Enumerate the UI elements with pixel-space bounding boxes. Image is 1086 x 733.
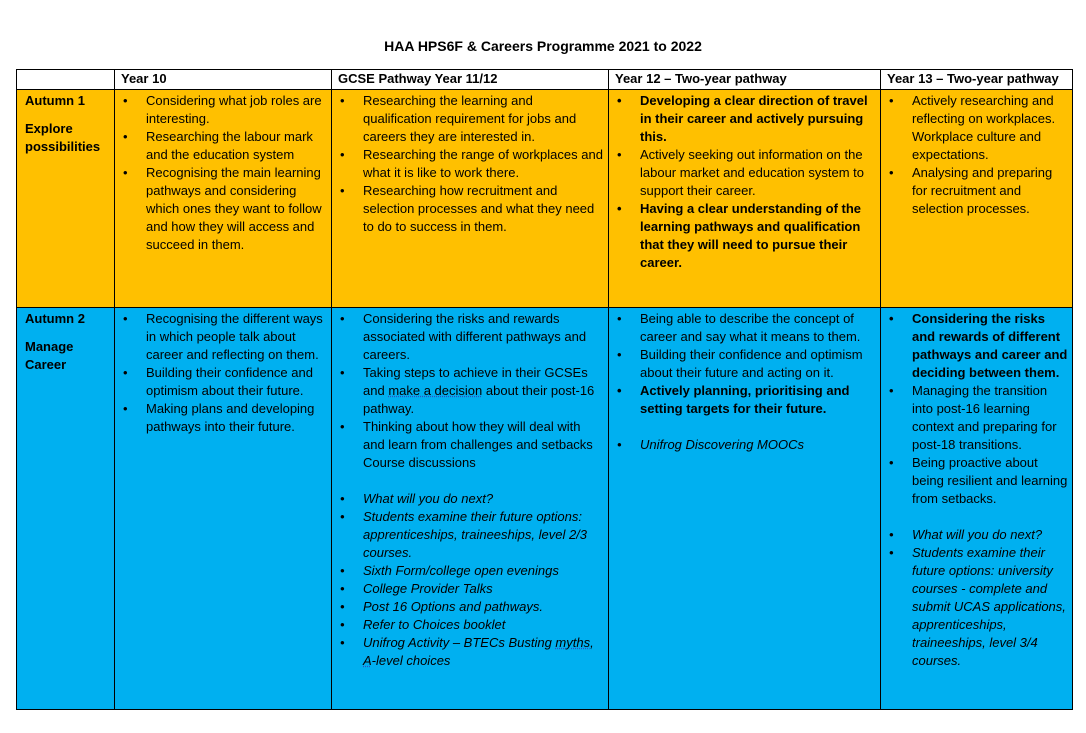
list-item: • Building their confidence and optimism about their future and acting on it. bbox=[617, 346, 876, 382]
header-gcse-pathway: GCSE Pathway Year 11/12 bbox=[332, 70, 609, 90]
list-item bbox=[340, 634, 604, 670]
header-empty bbox=[17, 70, 115, 90]
cell-autumn1-year13 bbox=[881, 90, 1073, 308]
list-item bbox=[340, 364, 604, 418]
list-item: • What will you do next? bbox=[340, 490, 604, 508]
list-item: • Recognising the different ways in which people talk about career and reflecting on them. bbox=[123, 310, 327, 364]
list-item: • Sixth Form/college open evenings bbox=[340, 562, 604, 580]
cell-autumn1-year12 bbox=[609, 90, 881, 308]
list-item: • Having a clear understanding of the learning pathways and qualification that they will need to pursue their career. bbox=[617, 200, 876, 272]
list-item: • Thinking about how they will deal with and learn from challenges and setbacks Course discussions bbox=[340, 418, 604, 472]
header-year-13: Year 13 – Two-year pathway bbox=[881, 70, 1073, 90]
row-label-autumn-1 bbox=[17, 90, 115, 308]
item-text: about their post-16 pathway. bbox=[363, 383, 595, 416]
cell-autumn2-year13 bbox=[881, 308, 1073, 710]
list-item: • Students examine their future options: apprenticeships, traineeships, level 2/3 courses. bbox=[340, 508, 604, 562]
list-item: • Recognising the main learning pathways and considering which ones they want to follow and how they will access and succeed in them. bbox=[123, 164, 327, 254]
list-item: • Actively researching and reflecting on workplaces. Workplace culture and expectations. bbox=[889, 92, 1068, 164]
list-item: • Building their confidence and optimism about their future. bbox=[123, 364, 327, 400]
theme-label: Explore possibilities bbox=[25, 121, 101, 154]
list-item: • Considering the risks and rewards of different pathways and career and deciding between them. bbox=[889, 310, 1068, 382]
row-autumn-2 bbox=[17, 308, 1073, 710]
list-item: • Considering what job roles are interesting. bbox=[123, 92, 327, 128]
cell-autumn2-year12 bbox=[609, 308, 881, 710]
list-item: • Managing the transition into post-16 learning context and preparing for post-18 transitions. bbox=[889, 382, 1068, 454]
list-item: • Researching the learning and qualification requirement for jobs and careers they are interested in. bbox=[340, 92, 604, 146]
list-item: • Actively planning, prioritising and setting targets for their future. bbox=[617, 382, 876, 418]
cell-autumn2-gcse bbox=[332, 308, 609, 710]
list-item: • Actively seeking out information on the labour market and education system to support their career. bbox=[617, 146, 876, 200]
list-item: • Researching the range of workplaces and what it is like to work there. bbox=[340, 146, 604, 182]
item-text-underlined: myths, A bbox=[363, 635, 594, 668]
header-year-10: Year 10 bbox=[115, 70, 332, 90]
item-text-underlined: make a decision bbox=[388, 383, 483, 398]
row-autumn-1 bbox=[17, 90, 1073, 308]
list-item: • What will you do next? bbox=[889, 526, 1068, 544]
term-label: Autumn 2 bbox=[25, 311, 85, 326]
careers-programme-table bbox=[16, 69, 1073, 710]
list-item: • Being proactive about being resilient and learning from setbacks. bbox=[889, 454, 1068, 508]
header-year-12: Year 12 – Two-year pathway bbox=[609, 70, 881, 90]
cell-autumn1-gcse bbox=[332, 90, 609, 308]
list-item: • Researching how recruitment and selection processes and what they need to do to success in them. bbox=[340, 182, 604, 236]
list-item: • Refer to Choices booklet bbox=[340, 616, 604, 634]
item-text: -level choices bbox=[371, 653, 451, 668]
list-item: • Unifrog Discovering MOOCs bbox=[617, 436, 876, 454]
list-item: • Analysing and preparing for recruitment and selection processes. bbox=[889, 164, 1068, 218]
list-item: • Students examine their future options: university courses - complete and submit UCAS applications, apprenticeships, traineeships, level 3/4 courses. bbox=[889, 544, 1068, 670]
list-item: • Considering the risks and rewards associated with different pathways and careers. bbox=[340, 310, 604, 364]
term-label: Autumn 1 bbox=[25, 93, 85, 108]
item-text: Taking steps to achieve in their GCSEs and bbox=[363, 365, 588, 398]
list-item: • Being able to describe the concept of career and say what it means to them. bbox=[617, 310, 876, 346]
header-row bbox=[17, 70, 1073, 90]
list-item: • Making plans and developing pathways into their future. bbox=[123, 400, 327, 436]
cell-autumn2-year10 bbox=[115, 308, 332, 710]
list-item: • Post 16 Options and pathways. bbox=[340, 598, 604, 616]
list-item: • Researching the labour mark and the education system bbox=[123, 128, 327, 164]
item-text: Unifrog Activity – BTECs Busting bbox=[363, 635, 556, 650]
row-label-autumn-2 bbox=[17, 308, 115, 710]
document-title: HAA HPS6F & Careers Programme 2021 to 2022 bbox=[384, 38, 702, 54]
list-item: • College Provider Talks bbox=[340, 580, 604, 598]
list-item: • Developing a clear direction of travel in their career and actively pursuing this. bbox=[617, 92, 876, 146]
cell-autumn1-year10 bbox=[115, 90, 332, 308]
theme-label: Manage Career bbox=[25, 339, 74, 372]
